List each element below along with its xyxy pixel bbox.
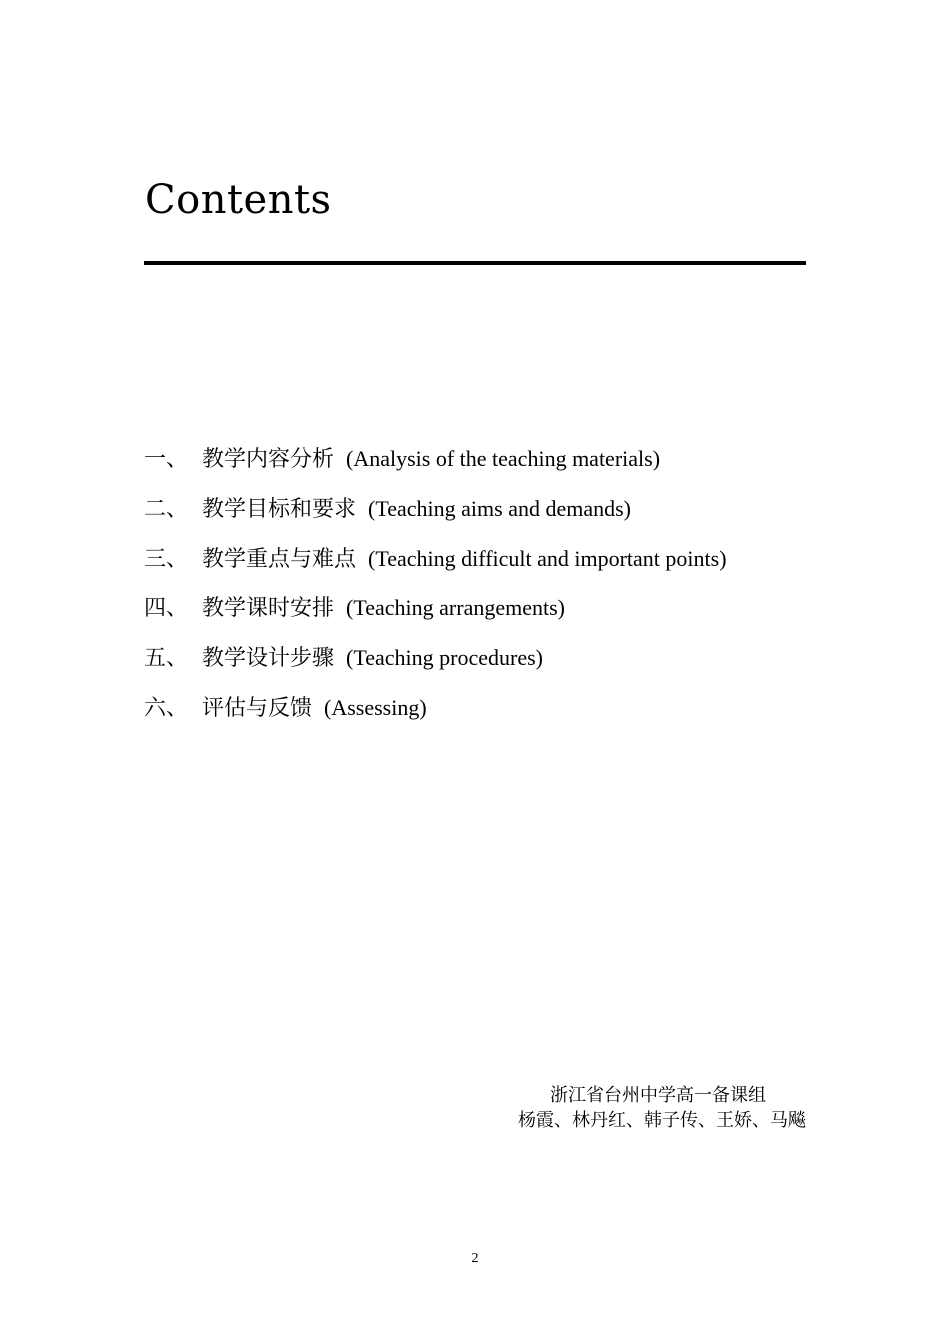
toc-english-title: (Teaching arrangements) [346, 595, 565, 621]
toc-chinese-title: 教学课时安排 [202, 595, 335, 621]
page-number: 2 [471, 1251, 479, 1266]
table-of-contents [144, 441, 727, 740]
toc-english-title: (Teaching procedures) [346, 645, 543, 671]
credits-block [518, 1083, 806, 1133]
organization-name: 浙江省台州中学高一备课组 [550, 1085, 766, 1105]
toc-english-title: (Assessing) [324, 694, 427, 720]
toc-english-title: (Analysis of the teaching materials) [346, 446, 661, 471]
toc-chinese-title: 教学设计步骤 [202, 645, 335, 671]
toc-chinese-title: 评估与反馈 [202, 694, 313, 720]
toc-item-6 [144, 690, 727, 740]
toc-item-5 [144, 640, 727, 690]
toc-chinese-title: 教学目标和要求 [202, 495, 357, 521]
toc-item-3 [144, 541, 727, 591]
toc-item-1 [144, 441, 727, 491]
toc-chinese-title: 教学内容分析 [202, 446, 335, 471]
author-list: 杨霞、林丹红、韩子传、王娇、马飚 [518, 1110, 806, 1130]
toc-item-4 [144, 590, 727, 640]
toc-number: 五、 [144, 645, 189, 671]
toc-number: 一、 [144, 446, 189, 471]
page-title: Contents [145, 177, 332, 223]
toc-number: 三、 [144, 545, 189, 571]
toc-number: 二、 [144, 495, 189, 521]
toc-chinese-title: 教学重点与难点 [202, 545, 357, 571]
title-divider [144, 261, 806, 265]
toc-number: 六、 [144, 694, 189, 720]
toc-english-title: (Teaching aims and demands) [368, 495, 631, 521]
toc-item-2 [144, 491, 727, 541]
toc-english-title: (Teaching difficult and important points) [368, 545, 727, 571]
toc-number: 四、 [144, 595, 189, 621]
